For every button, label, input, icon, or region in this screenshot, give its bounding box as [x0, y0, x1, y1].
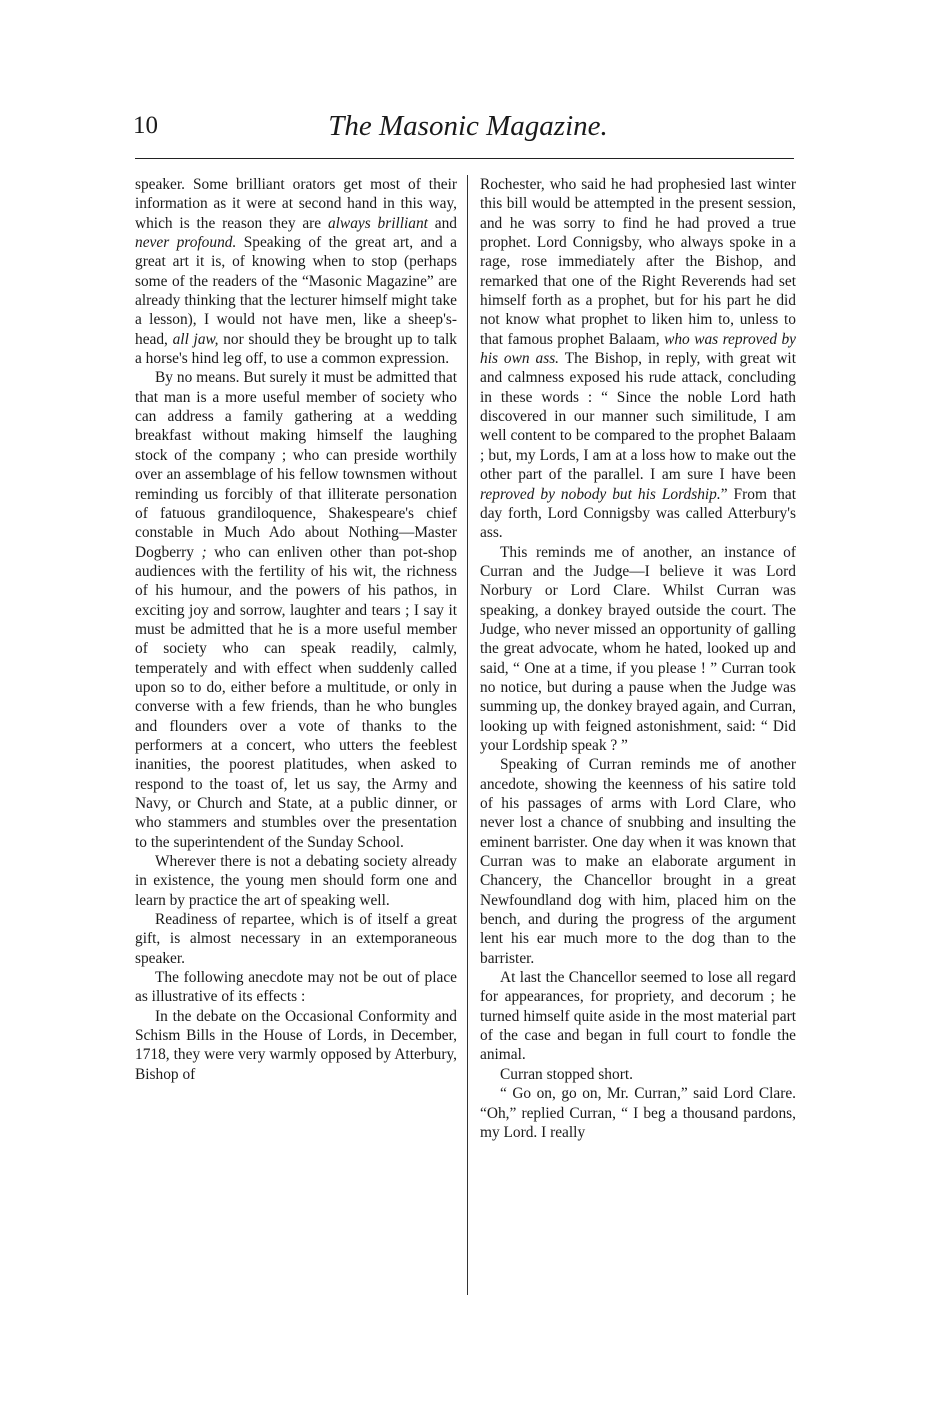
- paragraph: Rochester, who said he had prophesied last winter this bill would be attempted in the present session, and he was sorry to find he had proved a true prophet. Lord Connigsby, who always spoke in a rage, rose immediately after the Bishop, and remarked that one of the Right Reverends had set himself forth as a prophet, but for his part he did not know what prophet to liken him to, unless to that famous prophet Balaam, who was reproved by his own ass. The Bishop, in reply, with great wit and calmness exposed his rude attack, concluding in these words : “ Since the noble Lord hath discovered in our manner such similitude, I am well content to be compared to the prophet Balaam ; but, my Lords, I am at a loss how to make out the other part of the parallel. I am sure I have been reproved by nobody but his Lordship.” From that day forth, Lord Connigsby was called Atterbury's ass.: [480, 176, 796, 542]
- right-column: [480, 175, 796, 1142]
- left-column: [135, 175, 457, 1084]
- paragraph: By no means. But surely it must be admitted that that man is a more useful member of society who can address a family gathering at a wedding breakfast without making himself the laughing stock of the company ; who can preside worthily over an assemblage of his fellow townsmen without reminding us forcibly of that illiterate personation of fatuous grandiloquence, Shakespeare's chief constable in Much Ado about Nothing—Master Dogberry ; who can enliven other than pot-shop audiences with the fertility of his wit, the richness of his humour, and the powers of his pathos, in exciting joy and sorrow, laughter and tears ; I say it must be admitted that he is a more useful member of society who can speak readily, calmly, temperately and with effect when suddenly called upon so to do, either before a multitude, or only in converse with a few friends, than he who bungles and flounders over a vote of thanks to the performers at a concert, who utters the feeblest inanities, the poorest platitudes, when asked to respond to the toast of, let us say, the Army and Navy, or Church and State, at a public dinner, or who stammers and stumbles over the presentation to the superintendent of the Sunday School.: [135, 369, 457, 851]
- column-divider: [467, 175, 468, 1295]
- paragraph: This reminds me of another, an instance of Curran and the Judge—I believe it was Lord Norbury or Lord Clare. Whilst Curran was speaking, a donkey brayed outside the court. The Judge, who never missed an opportunity of galling the great advocate, whom he hated, looked up and said, “ One at a time, if you please ! ” Curran took no notice, but during a pause when the Judge was summing up, the donkey brayed again, and Curran, looking up with feigned astonishment, said: “ Did your Lordship speak ? ”: [480, 543, 796, 754]
- paragraph: Speaking of Curran reminds me of another ancedote, showing the keenness of his satire told of his passages of arms with Lord Clare, who never lost a chance of snubbing and insulting the eminent barrister. One day when it was known that Curran was to make an elaborate argument in Chancery, the Chancellor brought in a great Newfoundland dog with him, placed him on the bench, and during the progress of the argument lent his ear much more to the dog than to the barrister.: [480, 756, 796, 967]
- paragraph: “ Go on, go on, Mr. Curran,” said Lord Clare. “Oh,” replied Curran, “ I beg a thousand pardons, my Lord. I really: [480, 1085, 796, 1141]
- running-title: The Masonic Magazine.: [328, 110, 608, 142]
- paragraph: Readiness of repartee, which is of itself a great gift, is almost necessary in an extemporaneous speaker.: [135, 911, 457, 967]
- page-number: 10: [133, 112, 158, 139]
- paragraph: Wherever there is not a debating society already in existence, the young men should form one and learn by practice the art of speaking well.: [135, 853, 457, 909]
- paragraph: The following anecdote may not be out of place as illustrative of its effects :: [135, 969, 457, 1006]
- paragraph: speaker. Some brilliant orators get most of their information as it were at second hand in this way, which is the reason they are always brilliant and never profound. Speaking of the great art, and a great art it is, of knowing when to stop (perhaps some of the readers of the “Masonic Magazine” are already thinking that the lecturer himself might take a lesson), I would not have men, like a sheep's-head, all jaw, nor should they be brought up to talk a horse's hind leg off, to use a common expression.: [135, 176, 457, 368]
- paragraph: In the debate on the Occasional Conformity and Schism Bills in the House of Lords, in December, 1718, they were very warmly opposed by Atterbury, Bishop of: [135, 1007, 457, 1083]
- header-rule: [135, 158, 794, 159]
- paragraph: Curran stopped short.: [500, 1065, 633, 1083]
- paragraph: At last the Chancellor seemed to lose all regard for appearances, for propriety, and decorum ; he turned himself quite aside in the most material part of the case and began in full court to fondle the animal.: [480, 969, 796, 1064]
